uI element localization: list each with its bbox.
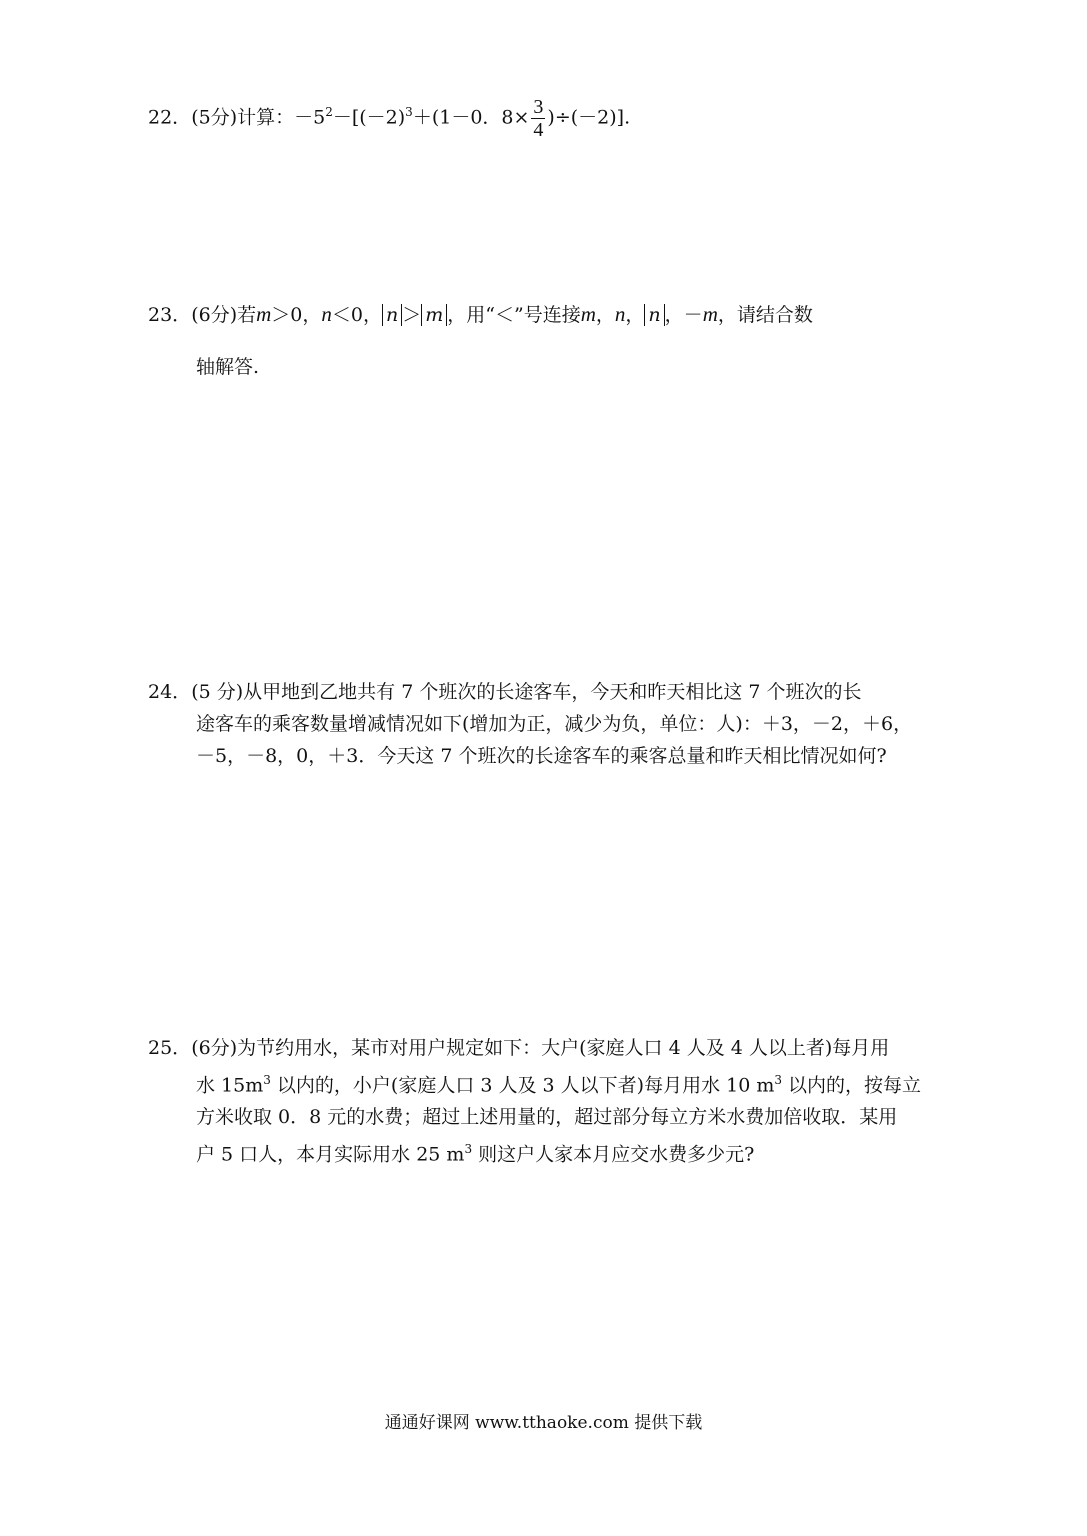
q22-exponent-2: 3 (405, 105, 413, 120)
q22-expr-mid1: －[(－2) (332, 106, 406, 129)
abs-n (382, 304, 402, 326)
abs-n (644, 304, 664, 326)
q22-fraction-numerator: 3 (533, 96, 544, 118)
q25-exponent: 3 (464, 1142, 473, 1157)
q25-text: 水 15m (196, 1074, 264, 1097)
q23-text: ， (595, 304, 615, 326)
q25-line-2 (148, 1064, 983, 1101)
q23-text: ， (625, 304, 645, 326)
q23-text: ，用“＜”号连接 (447, 304, 581, 326)
question-24 (148, 676, 983, 772)
q22-expr-prefix: 计算：－5 (237, 106, 326, 129)
q25-text: 户 5 口人，本月实际用水 25 m (196, 1143, 465, 1166)
var-m: m (580, 302, 596, 326)
q25-line-4 (148, 1133, 983, 1170)
question-22 (148, 96, 983, 141)
q23-text: ，－ (664, 304, 703, 326)
q24-score: (5 分) (191, 681, 244, 703)
q22-score: (5分) (191, 106, 238, 129)
q25-exponent: 3 (263, 1073, 271, 1087)
q24-line-1 (148, 676, 983, 708)
q24-line-3: －5，－8，0，＋3．今天这 7 个班次的长途客车的乘客总量和昨天相比情况如何? (196, 745, 887, 767)
q25-score: (6分) (191, 1037, 238, 1059)
q24-line-2: 途客车的乘客数量增减情况如下(增加为正，减少为负，单位：人)：＋3，－2，＋6， (196, 713, 913, 735)
q22-line (148, 96, 983, 141)
q25-text: 以内的，按每立 (782, 1074, 922, 1097)
q25-line-1 (148, 1032, 983, 1064)
q22-expr-suffix: )÷(－2)]. (547, 106, 631, 129)
q25-text: 则这户人家本月应交水费多少元? (472, 1143, 755, 1166)
q25-line-3: 方米收取 0．8 元的水费；超过上述用量的，超过部分每立方米水费加倍收取．某用 (196, 1106, 898, 1129)
question-23 (148, 298, 983, 383)
q24-number: 24． (148, 681, 192, 703)
q22-number: 22． (148, 106, 192, 129)
q22-expr-mid2: ＋(1－0．8× (412, 106, 530, 129)
q25-number: 25． (148, 1037, 192, 1059)
q22-exponent-1: 2 (325, 105, 333, 120)
var-m: m (702, 302, 718, 326)
q24-text: 从甲地到乙地共有 7 个班次的长途客车，今天和昨天相比这 7 个班次的长 (243, 681, 862, 703)
q23-number: 23． (148, 304, 192, 326)
q25-exponent: 3 (774, 1073, 782, 1087)
page-footer: 通通好课网 www.tthaoke.com 提供下载 (384, 1413, 703, 1433)
var-n: n (648, 304, 661, 326)
abs-m (421, 304, 447, 326)
q23-text: ＜0， (331, 304, 382, 326)
q23-score: (6分) (191, 304, 238, 326)
q23-text: 若 (237, 304, 257, 326)
var-n: n (321, 302, 332, 326)
question-25 (148, 1032, 983, 1171)
q25-text: 为节约用水，某市对用户规定如下：大户(家庭人口 4 人及 4 人以上者)每月用 (237, 1037, 890, 1059)
q23-line-2: 轴解答. (196, 356, 260, 378)
var-m: m (425, 304, 444, 326)
q23-text: ，请结合数 (717, 304, 813, 326)
q22-fraction-denominator: 4 (533, 119, 544, 141)
q23-line-1 (148, 298, 983, 331)
var-m: m (256, 302, 272, 326)
var-n: n (385, 304, 399, 326)
q23-text: ＞0， (271, 304, 322, 326)
q25-text: 以内的，小户(家庭人口 3 人及 3 人以下者)每月用水 10 m (270, 1074, 775, 1097)
q22-fraction (531, 96, 545, 141)
q23-text: ＞ (402, 304, 422, 326)
var-n: n (614, 302, 626, 326)
